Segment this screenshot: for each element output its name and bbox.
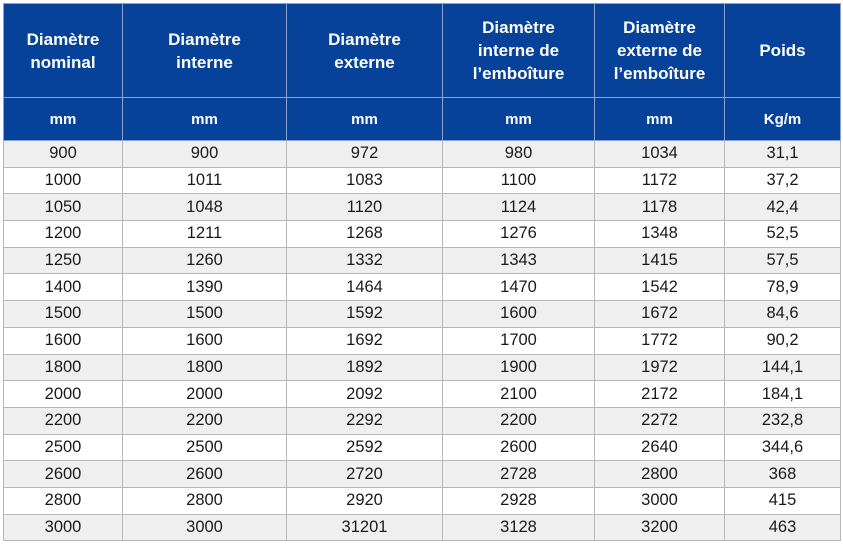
cell-external-diameter: 1464 <box>287 274 443 301</box>
cell-nominal-diameter: 1250 <box>4 247 123 274</box>
cell-weight: 84,6 <box>725 301 841 328</box>
cell-socket-internal-diameter: 1124 <box>443 194 595 221</box>
cell-socket-external-diameter: 1542 <box>595 274 725 301</box>
cell-socket-internal-diameter: 2200 <box>443 407 595 434</box>
cell-internal-diameter: 900 <box>123 141 287 168</box>
table-row <box>4 461 841 488</box>
cell-nominal-diameter: 2600 <box>4 461 123 488</box>
cell-nominal-diameter: 1600 <box>4 327 123 354</box>
unit-weight: Kg/m <box>725 98 841 141</box>
cell-weight: 144,1 <box>725 354 841 381</box>
col-header-socket-external-diameter: Diamètre externe de l’emboîture <box>595 4 725 98</box>
cell-socket-internal-diameter: 1343 <box>443 247 595 274</box>
col-header-internal-diameter: Diamètre interne <box>123 4 287 98</box>
cell-external-diameter: 1268 <box>287 221 443 248</box>
cell-external-diameter: 1120 <box>287 194 443 221</box>
cell-socket-external-diameter: 1348 <box>595 221 725 248</box>
cell-nominal-diameter: 2800 <box>4 487 123 514</box>
cell-socket-external-diameter: 1178 <box>595 194 725 221</box>
unit-socket-external-diameter: mm <box>595 98 725 141</box>
cell-weight: 368 <box>725 461 841 488</box>
cell-socket-external-diameter: 1172 <box>595 167 725 194</box>
cell-weight: 415 <box>725 487 841 514</box>
cell-external-diameter: 2720 <box>287 461 443 488</box>
cell-weight: 90,2 <box>725 327 841 354</box>
cell-internal-diameter: 2200 <box>123 407 287 434</box>
cell-weight: 37,2 <box>725 167 841 194</box>
table-header <box>4 4 841 141</box>
cell-socket-internal-diameter: 1100 <box>443 167 595 194</box>
cell-internal-diameter: 2800 <box>123 487 287 514</box>
cell-external-diameter: 2092 <box>287 381 443 408</box>
unit-internal-diameter: mm <box>123 98 287 141</box>
col-header-socket-internal-diameter: Diamètre interne de l’emboîture <box>443 4 595 98</box>
cell-internal-diameter: 1048 <box>123 194 287 221</box>
table-row <box>4 354 841 381</box>
col-header-weight: Poids <box>725 4 841 98</box>
cell-external-diameter: 31201 <box>287 514 443 541</box>
table-row <box>4 221 841 248</box>
cell-nominal-diameter: 1400 <box>4 274 123 301</box>
cell-external-diameter: 972 <box>287 141 443 168</box>
header-unit-row <box>4 98 841 141</box>
table-row <box>4 301 841 328</box>
unit-socket-internal-diameter: mm <box>443 98 595 141</box>
cell-nominal-diameter: 3000 <box>4 514 123 541</box>
cell-socket-external-diameter: 3200 <box>595 514 725 541</box>
cell-socket-internal-diameter: 1900 <box>443 354 595 381</box>
cell-socket-internal-diameter: 1600 <box>443 301 595 328</box>
cell-socket-internal-diameter: 2928 <box>443 487 595 514</box>
cell-weight: 31,1 <box>725 141 841 168</box>
cell-socket-external-diameter: 2800 <box>595 461 725 488</box>
cell-external-diameter: 1692 <box>287 327 443 354</box>
cell-socket-internal-diameter: 3128 <box>443 514 595 541</box>
cell-nominal-diameter: 1000 <box>4 167 123 194</box>
table-row <box>4 381 841 408</box>
cell-weight: 78,9 <box>725 274 841 301</box>
cell-internal-diameter: 1211 <box>123 221 287 248</box>
cell-internal-diameter: 1011 <box>123 167 287 194</box>
cell-weight: 52,5 <box>725 221 841 248</box>
cell-socket-internal-diameter: 2100 <box>443 381 595 408</box>
col-header-external-diameter: Diamètre externe <box>287 4 443 98</box>
cell-weight: 463 <box>725 514 841 541</box>
cell-internal-diameter: 2000 <box>123 381 287 408</box>
cell-external-diameter: 1083 <box>287 167 443 194</box>
cell-socket-external-diameter: 1972 <box>595 354 725 381</box>
cell-socket-external-diameter: 1034 <box>595 141 725 168</box>
cell-internal-diameter: 1800 <box>123 354 287 381</box>
cell-internal-diameter: 1260 <box>123 247 287 274</box>
cell-weight: 57,5 <box>725 247 841 274</box>
cell-nominal-diameter: 2500 <box>4 434 123 461</box>
table-row <box>4 247 841 274</box>
cell-external-diameter: 2592 <box>287 434 443 461</box>
table-body <box>4 141 841 541</box>
cell-nominal-diameter: 1200 <box>4 221 123 248</box>
cell-socket-external-diameter: 1772 <box>595 327 725 354</box>
cell-weight: 344,6 <box>725 434 841 461</box>
cell-nominal-diameter: 1500 <box>4 301 123 328</box>
cell-nominal-diameter: 1800 <box>4 354 123 381</box>
cell-socket-external-diameter: 1415 <box>595 247 725 274</box>
cell-internal-diameter: 1500 <box>123 301 287 328</box>
cell-internal-diameter: 1390 <box>123 274 287 301</box>
cell-socket-external-diameter: 2172 <box>595 381 725 408</box>
cell-weight: 232,8 <box>725 407 841 434</box>
table-row <box>4 327 841 354</box>
cell-socket-internal-diameter: 1276 <box>443 221 595 248</box>
cell-external-diameter: 2920 <box>287 487 443 514</box>
cell-weight: 184,1 <box>725 381 841 408</box>
cell-socket-internal-diameter: 980 <box>443 141 595 168</box>
cell-socket-internal-diameter: 1470 <box>443 274 595 301</box>
table-row <box>4 487 841 514</box>
cell-internal-diameter: 3000 <box>123 514 287 541</box>
table-row <box>4 407 841 434</box>
cell-external-diameter: 1332 <box>287 247 443 274</box>
header-title-row <box>4 4 841 98</box>
col-header-nominal-diameter: Diamètre nominal <box>4 4 123 98</box>
table-row <box>4 514 841 541</box>
cell-internal-diameter: 2600 <box>123 461 287 488</box>
cell-internal-diameter: 2500 <box>123 434 287 461</box>
cell-external-diameter: 1892 <box>287 354 443 381</box>
table-row <box>4 167 841 194</box>
cell-internal-diameter: 1600 <box>123 327 287 354</box>
cell-nominal-diameter: 2000 <box>4 381 123 408</box>
table-row <box>4 434 841 461</box>
unit-nominal-diameter: mm <box>4 98 123 141</box>
cell-socket-external-diameter: 3000 <box>595 487 725 514</box>
cell-weight: 42,4 <box>725 194 841 221</box>
cell-socket-external-diameter: 2272 <box>595 407 725 434</box>
unit-external-diameter: mm <box>287 98 443 141</box>
table-row <box>4 194 841 221</box>
cell-external-diameter: 2292 <box>287 407 443 434</box>
cell-socket-internal-diameter: 2728 <box>443 461 595 488</box>
cell-nominal-diameter: 1050 <box>4 194 123 221</box>
cell-socket-external-diameter: 2640 <box>595 434 725 461</box>
cell-socket-external-diameter: 1672 <box>595 301 725 328</box>
table-row <box>4 274 841 301</box>
cell-external-diameter: 1592 <box>287 301 443 328</box>
cell-socket-internal-diameter: 2600 <box>443 434 595 461</box>
cell-socket-internal-diameter: 1700 <box>443 327 595 354</box>
spec-table <box>3 3 841 541</box>
cell-nominal-diameter: 900 <box>4 141 123 168</box>
table-row <box>4 141 841 168</box>
cell-nominal-diameter: 2200 <box>4 407 123 434</box>
